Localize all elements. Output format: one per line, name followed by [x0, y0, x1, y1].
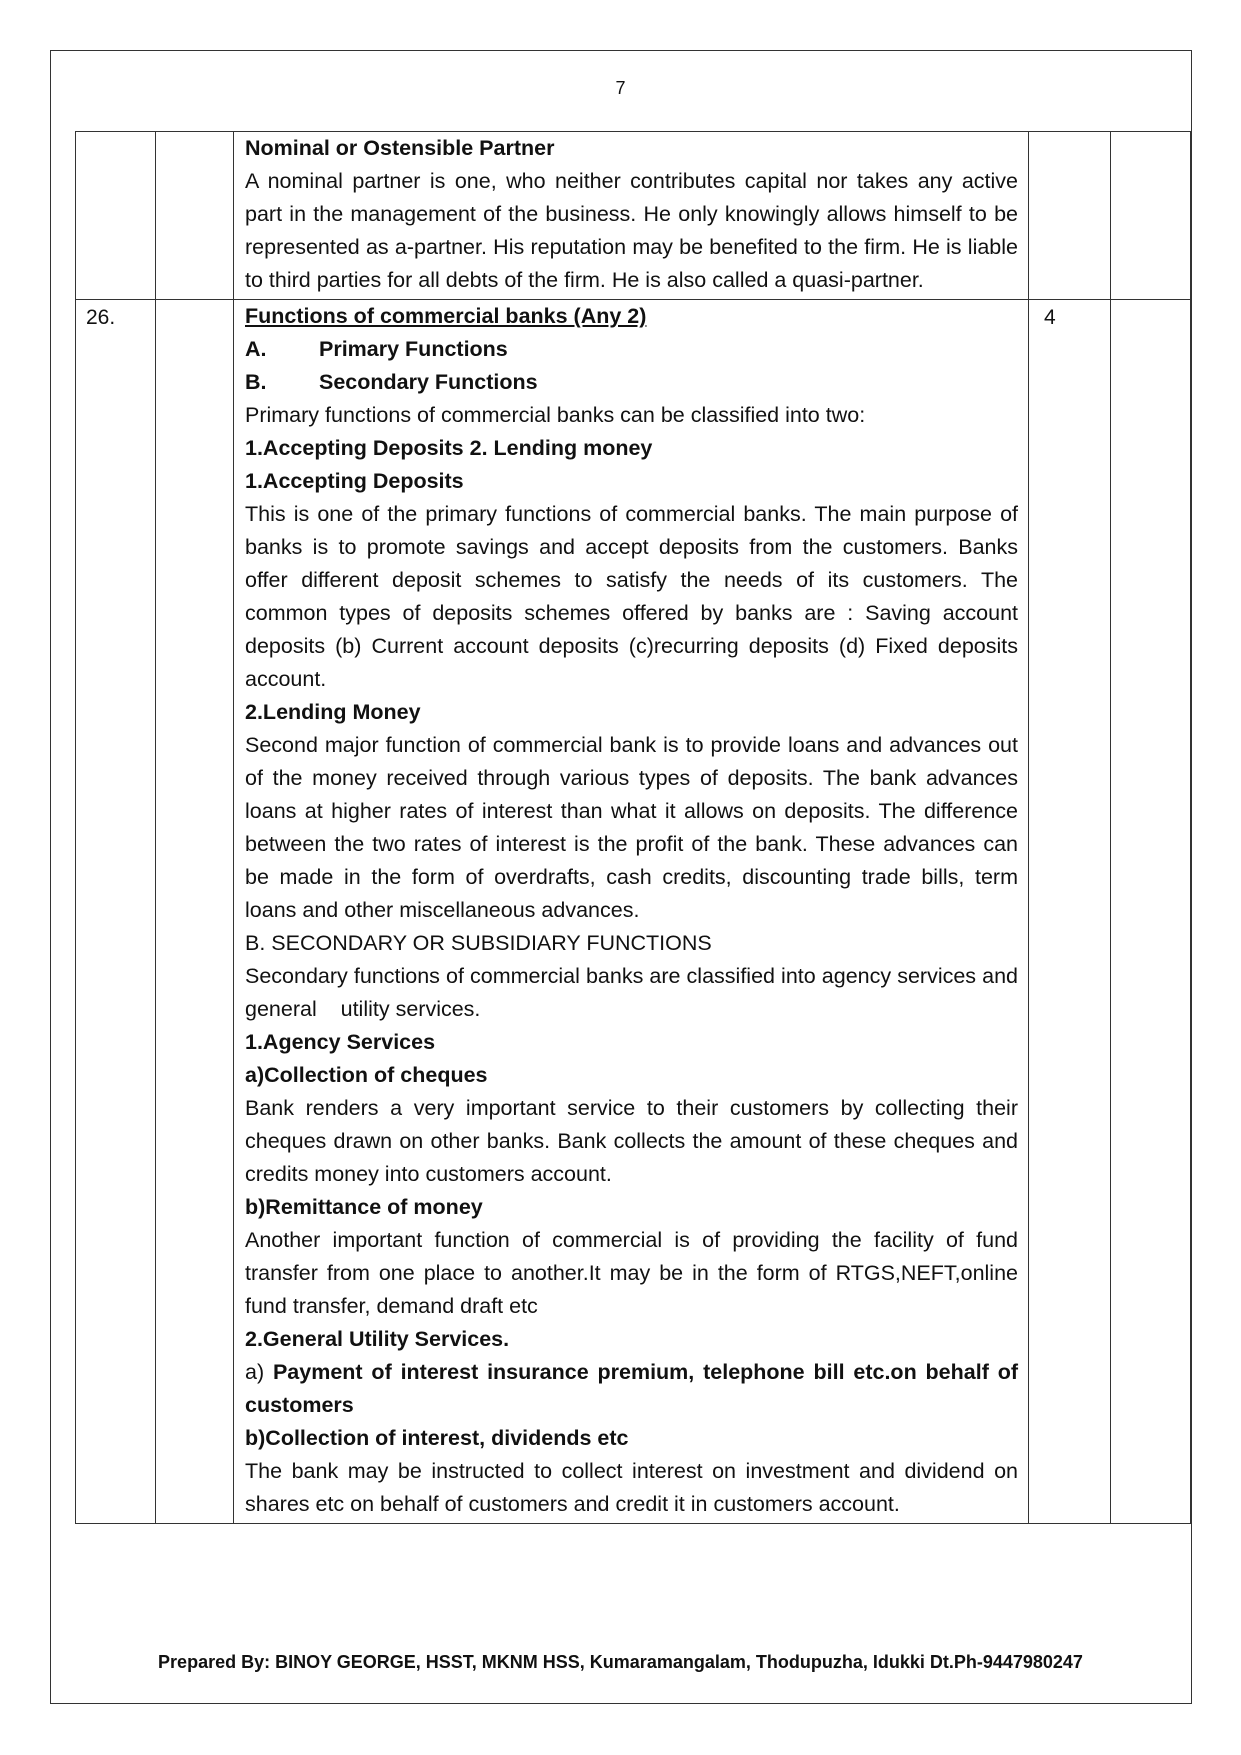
blank-cell — [156, 300, 234, 1524]
bold-text: Payment of interest insurance premium, telephone bill etc.on behalf of customers — [245, 1360, 1018, 1417]
page-number: 7 — [615, 78, 626, 98]
sub-item-label: A. — [245, 337, 267, 361]
section-heading: b)Remittance of money — [245, 1195, 483, 1219]
blank-cell — [1111, 300, 1191, 1524]
paragraph: The bank may be instructed to collect interest on investment and dividend on shares etc on behalf of customers and credit it in customers account. — [245, 1459, 1018, 1516]
footer-credit: Prepared By: BINOY GEORGE, HSST, MKNM HSS, Kumaramangalam, Thodupuzha, Idukki Dt.Ph-9447980247 — [158, 1652, 1083, 1672]
paragraph: Primary functions of commercial banks can be classified into two: — [245, 403, 866, 427]
sub-item-a — [245, 333, 1018, 366]
qno-cell — [76, 132, 156, 300]
paragraph — [245, 1356, 1018, 1422]
blank-cell — [156, 132, 234, 300]
table-row — [76, 300, 1191, 1524]
paragraph: Bank renders a very important service to their customers by collecting their cheques drawn on other banks. Bank collects the amount of these cheques and credits money into customers account. — [245, 1096, 1018, 1186]
answer-table — [75, 131, 1191, 1524]
section-heading: 1.Accepting Deposits — [245, 469, 464, 493]
paragraph: Second major function of commercial bank is to provide loans and advances out of the money received through various types of deposits. The bank advances loans at higher rates of interest than what it allows on deposits. The difference between the two rates of interest is the profit of the bank. These advances can be made in the form of overdrafts, cash credits, discounting trade bills, term loans and other miscellaneous advances. — [245, 733, 1018, 922]
question-title: Functions of commercial banks (Any 2) — [245, 304, 647, 328]
sub-item-b — [245, 366, 1018, 399]
answer-cell — [234, 300, 1029, 1524]
section-heading: a)Collection of cheques — [245, 1063, 488, 1087]
sub-item-label: B. — [245, 370, 267, 394]
sub-item-text: Secondary Functions — [319, 370, 538, 394]
section-heading: b)Collection of interest, dividends etc — [245, 1426, 629, 1450]
section-heading: 2.General Utility Services. — [245, 1327, 510, 1351]
sub-item-text: Primary Functions — [319, 337, 508, 361]
section-heading: B. SECONDARY OR SUBSIDIARY FUNCTIONS — [245, 931, 712, 955]
paragraph: Secondary functions of commercial banks are classified into agency services and general utility services. — [245, 964, 1024, 1021]
paragraph: This is one of the primary functions of commercial banks. The main purpose of banks is to promote savings and accept deposits from the customers. Banks offer different deposit schemes to satisfy the needs of its customers. The common types of deposits schemes offered by banks are : Saving account deposits (b) Current account deposits (c)recurring deposits (d) Fixed deposits account. — [245, 502, 1018, 691]
paragraph: A nominal partner is one, who neither contributes capital nor takes any active part in the management of the business. He only knowingly allows himself to be represented as a-partner. His reputation may be benefited to the firm. He is liable to third parties for all debts of the firm. He is also called a quasi-partner. — [245, 169, 1018, 292]
section-heading: Nominal or Ostensible Partner — [245, 136, 555, 160]
section-heading: 2.Lending Money — [245, 700, 421, 724]
marks: 4 — [1029, 300, 1111, 1524]
section-heading: 1.Agency Services — [245, 1030, 436, 1054]
question-number: 26. — [76, 300, 156, 1524]
marks-cell — [1029, 132, 1111, 300]
paragraph: Another important function of commercial is of providing the facility of fund transfer from one place to another.It may be in the form of RTGS,NEFT,online fund transfer, demand draft etc — [245, 1228, 1018, 1318]
item-prefix: a) — [245, 1360, 273, 1384]
answer-cell — [234, 132, 1029, 300]
blank-cell — [1111, 132, 1191, 300]
table-row — [76, 132, 1191, 300]
section-heading: 1.Accepting Deposits 2. Lending money — [245, 436, 653, 460]
